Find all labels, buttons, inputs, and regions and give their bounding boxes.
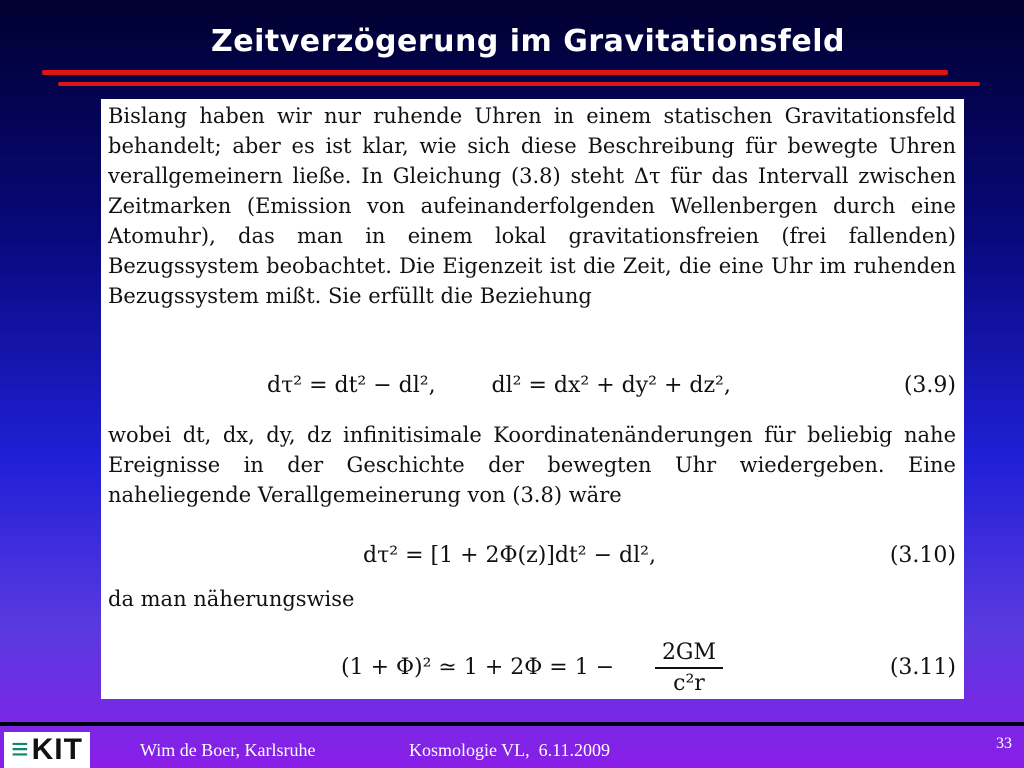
paragraph-approximation: da man näherungswise xyxy=(108,587,355,611)
equation-3-9-number: (3.9) xyxy=(903,373,956,398)
kit-logo xyxy=(4,732,90,768)
equation-3-10-body: dτ² = [1 + 2Φ(z)]dt² − dl², xyxy=(363,543,656,568)
slide-title: Zeitverzögerung im Gravitationsfeld xyxy=(211,24,845,59)
fraction-numerator: 2GM xyxy=(661,640,717,665)
footer-author: Wim de Boer, Karlsruhe xyxy=(140,740,316,760)
kit-logo-text: KIT xyxy=(31,733,83,766)
equation-3-11-body: (1 + Φ)² ≃ 1 + 2Φ = 1 − xyxy=(341,655,615,680)
footer-course: Kosmologie VL, 6.11.2009 xyxy=(409,740,610,760)
title-rule-lower xyxy=(58,82,980,86)
paragraph-intro: Bislang haben wir nur ruhende Uhren in einem statischen Gravitationsfeld behandelt; aber es ist klar, wie sich diese Beschreibung für bewegte Uhren verallgemeinern ließe. In Gleichung (3.8) steht Δτ für das Intervall zwischen Zeitmarken (Emission von aufeinanderfolgenden Wellenbergen durch eine Atomuhr), das man in einem lokal gravitationsfreien (frei fallenden) Bezugssystem beobachtet. Die Eigenzeit ist die Zeit, die eine Uhr im ruhenden Bezugssystem mißt. Sie erfüllt die Beziehung xyxy=(108,104,956,308)
equation-3-9-body: dτ² = dt² − dl², dl² = dx² + dy² + dz², xyxy=(267,373,731,398)
equation-3-10 xyxy=(101,537,964,577)
footer-rule xyxy=(0,722,1024,726)
kit-fan-icon: ≡ xyxy=(11,733,30,766)
equation-3-11-fraction xyxy=(649,639,729,699)
equation-3-11-number: (3.11) xyxy=(889,655,956,680)
equation-3-11 xyxy=(101,639,964,699)
paragraph-coordinates: wobei dt, dx, dy, dz infinitisimale Koordinatenänderungen für beliebig nahe Ereignisse in der Geschichte der bewegten Uhr wiedergeben. Eine naheliegende Verallgemeinerung von (3.8) wäre xyxy=(108,423,956,507)
equation-3-10-number: (3.10) xyxy=(889,543,956,568)
page-number: 33 xyxy=(996,735,1012,752)
text-panel xyxy=(101,99,964,699)
title-rule-upper xyxy=(42,70,948,75)
fraction-denominator: c²r xyxy=(673,671,705,696)
equation-3-9 xyxy=(101,367,964,407)
